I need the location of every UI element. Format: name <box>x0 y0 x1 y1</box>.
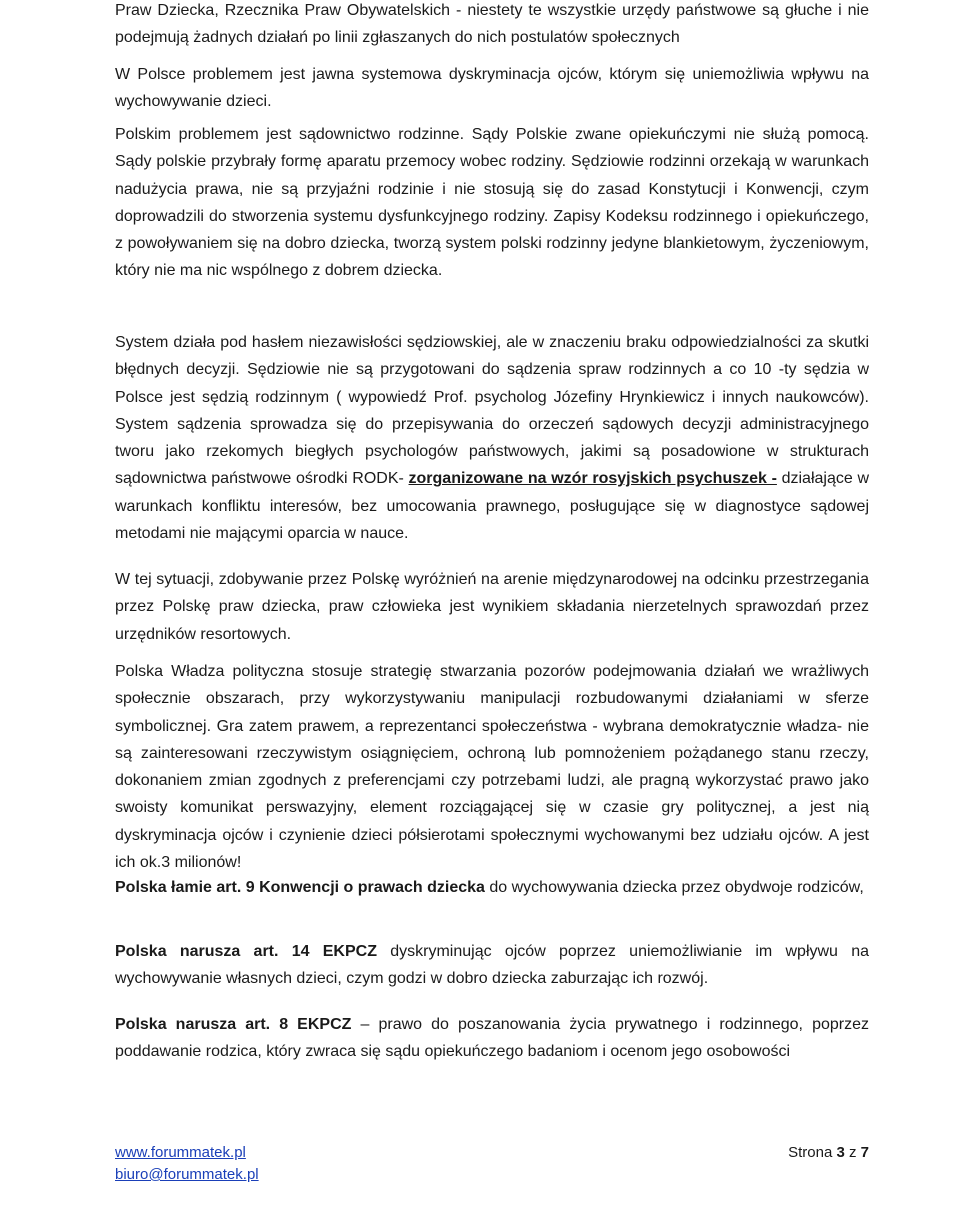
paragraph-1: Praw Dziecka, Rzecznika Praw Obywatelskich - niestety te wszystkie urzędy państwowe są głuche i nie podejmują żadnych działań po linii zgłaszanych do nich postulatów społecznych <box>115 2 869 47</box>
paragraph-5: W tej sytuacji, zdobywanie przez Polskę wyróżnień na arenie międzynarodowej na odcinku przestrzegania przez Polskę praw dziecka, praw człowieka jest wynikiem składania nierzetelnych sprawozdań przez urzędników resortowych. <box>115 571 869 643</box>
page-current: 3 <box>836 1144 845 1161</box>
paragraph-7 <box>115 874 869 901</box>
paragraph-4-text-b: działające w warunkach konfliktu interesów, bez umocowania prawnego, posługujące się w diagnostyce sądowej metodami nie mającymi oparcia w nauce. <box>115 470 869 543</box>
page-label: Strona <box>788 1144 833 1161</box>
paragraph-3: Polskim problemem jest sądownictwo rodzinne. Sądy Polskie zwane opiekuńczymi nie służą pomocą. Sądy polskie przybrały formę aparatu przemocy wobec rodziny. Sędziowie rodzinni orzekają w warunkach nadużycia prawa, nie są przyjaźni rodzinie i nie stosują się do zasad Konstytucji i Konwencji, czym doprowadzili do stworzenia systemu dysfunkcyjnego rodziny. Zapisy Kodeksu rodzinnego i opiekuńczego, z powoływaniem się na dobro dziecka, tworzą system polski rodzinny jedyne blankietowym, życzeniowym, który nie ma nic wspólnego z dobrem dziecka. <box>115 126 869 280</box>
paragraph-4-text-a: System działa pod hasłem niezawisłości sędziowskiej, ale w znaczeniu braku odpowiedzialności za skutki błędnych decyzji. Sędziowie nie są przygotowani do sądzenia spraw rodzinnych a co 10 -ty sędzia w Polsce jest sędzią rodzinnym ( wypowiedź Prof. psycholog Józefiny Hrynkiewicz i innych naukowców). System sądzenia sprowadza się do przepisywania do orzeczeń sądowych decyzji administracyjnego tworu jako rzekomych biegłych psychologów państwowych, jakimi są posadowione w strukturach sądownictwa państwowe ośrodki RODK- <box>115 334 869 488</box>
paragraph-2: W Polsce problemem jest jawna systemowa dyskryminacja ojców, którym się uniemożliwia wpływu na wychowywanie dzieci. <box>115 66 869 111</box>
paragraph-9-text: – prawo do poszanowania życia prywatnego i rodzinnego, poprzez poddawanie rodzica, który zwraca się sądu opiekuńczego badaniom i ocenom jego osobowości <box>115 1016 870 1061</box>
paragraph-8-bold: Polska narusza art. 14 EKPCZ <box>115 943 377 960</box>
paragraph-7-bold: Polska łamie art. 9 Konwencji o prawach dziecka <box>115 879 485 896</box>
paragraph-4 <box>115 329 869 547</box>
page-footer <box>115 1142 869 1186</box>
paragraph-4-underlined: zorganizowane na wzór rosyjskich psychuszek - <box>408 470 777 488</box>
paragraph-8 <box>115 938 869 993</box>
page-separator: z <box>848 1144 857 1161</box>
page-total: 7 <box>860 1144 869 1161</box>
paragraph-7-text: do wychowywania dziecka przez obydwoje rodziców, <box>484 879 864 896</box>
paragraph-9 <box>115 1011 869 1066</box>
page-number <box>788 1142 869 1164</box>
website-link[interactable]: www.forummatek.pl <box>115 1144 246 1161</box>
email-link[interactable]: biuro@forummatek.pl <box>115 1166 259 1183</box>
paragraph-9-bold: Polska narusza art. 8 EKPCZ <box>115 1016 352 1033</box>
paragraph-8-text: dyskryminując ojców poprzez uniemożliwianie im wpływu na wychowywanie własnych dzieci, czym godzi w dobro dziecka zaburzając ich rozwój. <box>115 943 870 988</box>
paragraph-6: Polska Władza polityczna stosuje strategię stwarzania pozorów podejmowania działań we wrażliwych społecznie obszarach, przy wykorzystywaniu manipulacji rozbudowanymi działaniami w sferze symbolicznej. Gra zatem prawem, a reprezentanci społeczeństwa - wybrana demokratycznie władza- nie są zainteresowani rzeczywistym osiągnięciem, ochroną lub pomnożeniem pożądanego stanu rzeczy, dokonaniem zmian zgodnych z preferencjami czy potrzebami ludzi, ale pragną wykorzystać prawo jako swoisty komunikat perswazyjny, element rozciągającej się w czasie gry politycznej, a jest nią dyskryminacja ojców i czynienie dzieci półsierotami społecznymi wychowanymi bez udziału ojców. A jest ich ok.3 milionów! <box>115 663 869 872</box>
